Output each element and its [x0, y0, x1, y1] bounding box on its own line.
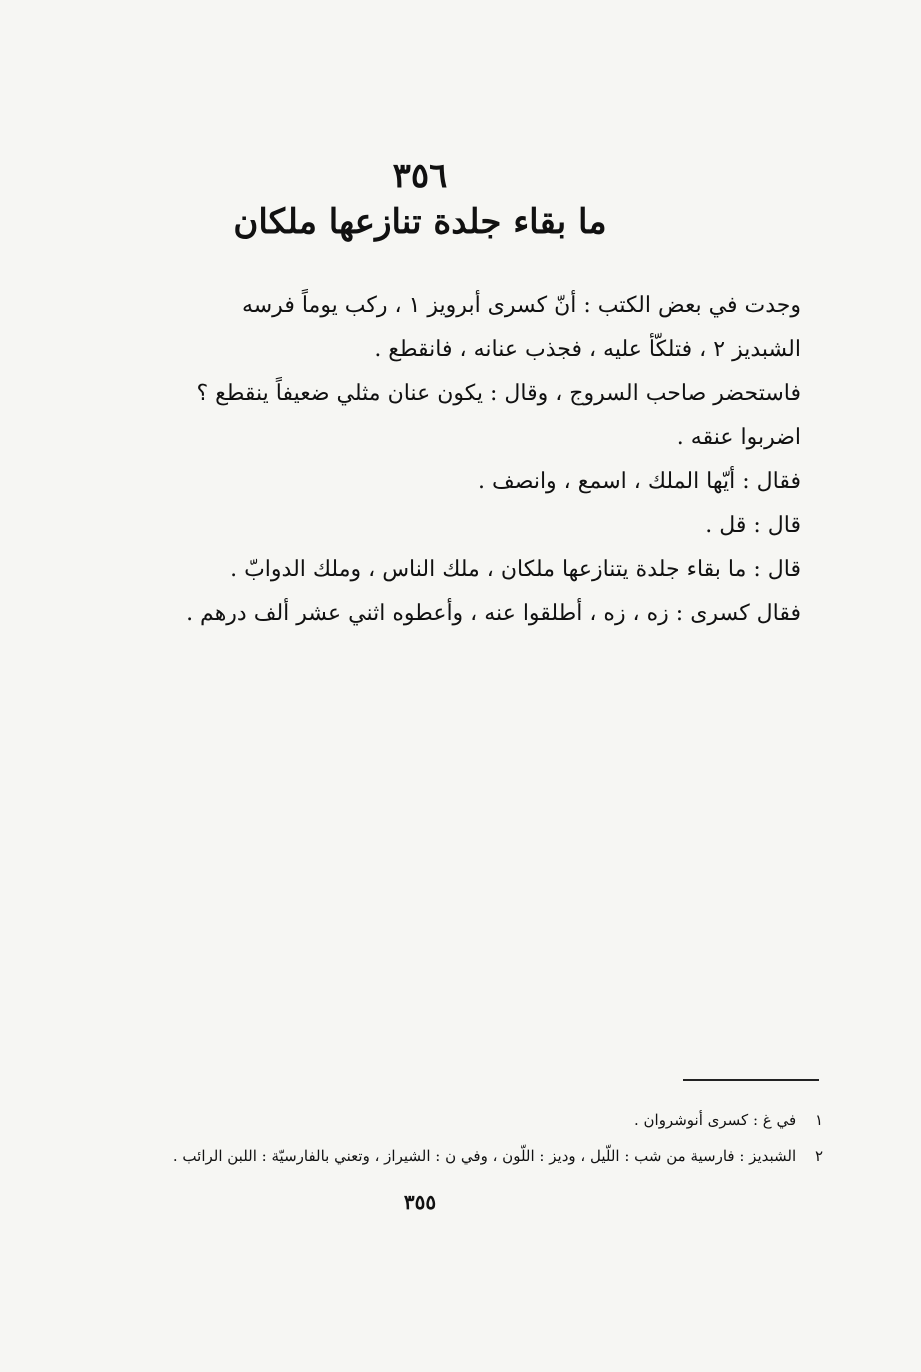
footnote-2 — [163, 1138, 823, 1174]
paragraph-4: قال : قل . — [705, 513, 801, 538]
paragraph-3: فقال : أيّها الملك ، اسمع ، وانصف . — [477, 469, 801, 494]
footnote-number: ١ — [814, 1111, 823, 1129]
paragraph-5: قال : ما بقاء جلدة يتنازعها ملكان ، ملك الناس ، وملك الدوابّ . — [230, 557, 801, 582]
footnote-divider — [683, 1079, 819, 1081]
page-number: ٣٥٥ — [403, 1190, 437, 1214]
footnote-text: في غ : كسرى أنوشروان . — [633, 1111, 797, 1129]
footnotes — [163, 1102, 823, 1174]
paragraph-1: وجدت في بعض الكتب : أنّ كسرى أبرويز ١ ، ركب يوماً فرسه الشبديز ٢ ، فتلكّأ عليه ، فجذب عنانه ، فانقطع . — [241, 293, 801, 362]
footnote-1 — [163, 1102, 823, 1138]
paragraph-6: فقال كسرى : زه ، زه ، أطلقوا عنه ، وأعطوه اثني عشر ألف درهم . — [186, 601, 801, 626]
footnote-number: ٢ — [814, 1147, 823, 1165]
story-title: ما بقاء جلدة تنازعها ملكان — [233, 202, 607, 242]
story-body — [171, 284, 831, 636]
story-number: ٣٥٦ — [392, 156, 448, 196]
footnote-text: الشبديز : فارسية من شب : اللّيل ، وديز : اللّون ، وفي ن : الشيراز ، وتعني بالفارسيّة : اللبن الرائب . — [172, 1147, 797, 1165]
paragraph-2: فاستحضر صاحب السروج ، وقال : يكون عنان مثلي ضعيفاً ينقطع ؟ اضربوا عنقه . — [196, 381, 801, 450]
